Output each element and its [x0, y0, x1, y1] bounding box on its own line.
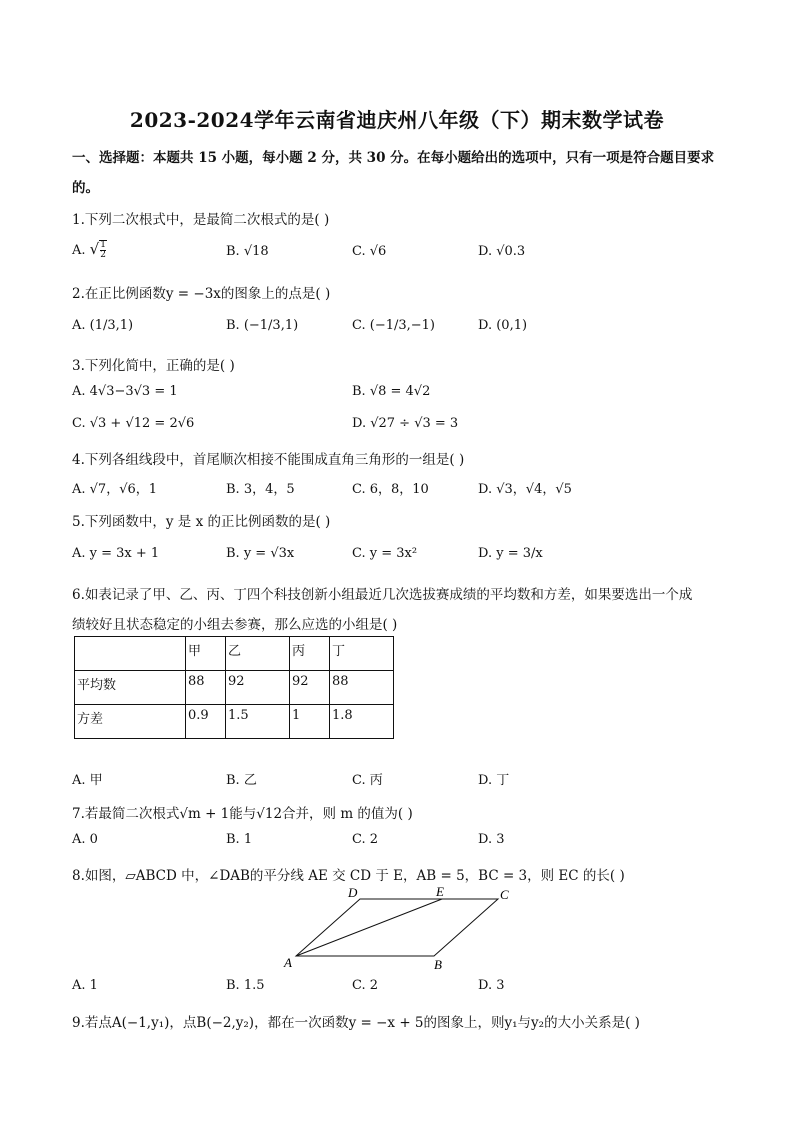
q8-stem: 8.如图，▱ABCD 中，∠DAB的平分线 AE 交 CD 于 E，AB = 5，BC = 3，则 EC 的长( )	[72, 868, 625, 884]
q7-option-d[interactable]: D. 3	[478, 832, 505, 847]
q1-option-a[interactable]: A. √ $\frac{1}{2}$	[72, 240, 106, 260]
table-header-cell: 丙	[290, 637, 330, 671]
q1-option-a-label: A.	[72, 243, 86, 258]
q2-option-b[interactable]: B. (−1/3,1)	[226, 318, 299, 333]
q7-option-a[interactable]: A. 0	[72, 832, 98, 847]
table-header-cell: 乙	[226, 637, 290, 671]
q1-option-d[interactable]: D. √0.3	[478, 244, 526, 259]
q8-option-d[interactable]: D. 3	[478, 978, 505, 993]
label-b: B	[434, 957, 442, 972]
table-row	[75, 671, 394, 705]
table-cell: 1.5	[226, 705, 290, 739]
bisector-ae	[296, 899, 442, 956]
q3-stem: 3.下列化简中，正确的是( )	[72, 358, 235, 374]
q8-option-a[interactable]: A. 1	[72, 978, 98, 993]
q4-option-c[interactable]: C. 6，8，10	[352, 482, 429, 497]
table-header-cell: 丁	[330, 637, 394, 671]
section-heading-cont: 的。	[72, 180, 99, 196]
q4-option-d[interactable]: D. √3，√4，√5	[478, 482, 572, 497]
table-cell: 88	[330, 671, 394, 705]
label-c: C	[500, 887, 509, 902]
q2-option-a[interactable]: A. (1/3,1)	[72, 318, 134, 333]
q1-option-a-fraction: $\frac{1}{2}$	[100, 240, 106, 260]
parallelogram-figure	[280, 885, 520, 975]
q1-stem: 1.下列二次根式中，是最简二次根式的是( )	[72, 212, 330, 228]
q8-option-c[interactable]: C. 2	[352, 978, 379, 993]
q7-stem: 7.若最简二次根式√m + 1能与√12合并，则 m 的值为( )	[72, 806, 413, 822]
q5-option-a[interactable]: A. y = 3x + 1	[72, 546, 160, 561]
q5-stem: 5.下列函数中，y 是 x 的正比例函数的是( )	[72, 514, 331, 530]
table-header-cell: 甲	[186, 637, 226, 671]
q3-option-b[interactable]: B. √8 = 4√2	[352, 384, 431, 399]
q6-option-c[interactable]: C. 丙	[352, 773, 383, 788]
q7-option-b[interactable]: B. 1	[226, 832, 253, 847]
q6-stem-line1: 6.如表记录了甲、乙、丙、丁四个科技创新小组最近几次选拔赛成绩的平均数和方差，如果要选出一个成	[72, 587, 693, 603]
q3-option-c[interactable]: C. √3 + √12 = 2√6	[72, 416, 195, 431]
table-header-cell	[75, 637, 186, 671]
table-cell: 92	[290, 671, 330, 705]
q6-option-d[interactable]: D. 丁	[478, 773, 510, 788]
q4-option-b[interactable]: B. 3，4，5	[226, 482, 295, 497]
q2-option-c[interactable]: C. (−1/3,−1)	[352, 318, 436, 333]
section-heading: 一、选择题：本题共 15 小题，每小题 2 分，共 30 分。在每小题给出的选项中，只有一项是符合题目要求	[72, 150, 715, 166]
label-d: D	[348, 885, 358, 900]
q4-stem: 4.下列各组线段中，首尾顺次相接不能围成直角三角形的一组是( )	[72, 452, 465, 468]
label-e: E	[436, 885, 444, 899]
q6-option-a[interactable]: A. 甲	[72, 773, 103, 788]
q7-option-c[interactable]: C. 2	[352, 832, 379, 847]
q3-option-a[interactable]: A. 4√3−3√3 = 1	[72, 384, 178, 399]
table-cell: 平均数	[75, 671, 186, 705]
q2-option-d[interactable]: D. (0,1)	[478, 318, 528, 333]
page-title: 2023-2024学年云南省迪庆州八年级（下）期末数学试卷	[129, 108, 665, 132]
q8-option-b[interactable]: B. 1.5	[226, 978, 265, 993]
q6-stem-line2: 绩较好且状态稳定的小组去参赛，那么应选的小组是( )	[72, 617, 398, 633]
table-cell: 0.9	[186, 705, 226, 739]
label-a: A	[284, 955, 292, 970]
table-cell: 92	[226, 671, 290, 705]
q3-option-d[interactable]: D. √27 ÷ √3 = 3	[352, 416, 459, 431]
q4-option-a[interactable]: A. √7，√6，1	[72, 482, 158, 497]
q2-stem: 2.在正比例函数y = −3x的图象上的点是( )	[72, 286, 331, 302]
q6-option-b[interactable]: B. 乙	[226, 773, 257, 788]
scores-table	[74, 636, 394, 739]
q5-option-b[interactable]: B. y = √3x	[226, 546, 295, 561]
table-header-row	[75, 637, 394, 671]
parallelogram-abcd	[296, 899, 498, 956]
table-cell: 方差	[75, 705, 186, 739]
q1-option-c[interactable]: C. √6	[352, 244, 387, 259]
q1-option-b[interactable]: B. √18	[226, 244, 269, 259]
table-row	[75, 705, 394, 739]
q5-option-d[interactable]: D. y = 3/x	[478, 546, 543, 561]
q5-option-c[interactable]: C. y = 3x²	[352, 546, 418, 561]
q9-stem: 9.若点A(−1,y₁)，点B(−2,y₂)，都在一次函数y = −x + 5的图象上，则y₁与y₂的大小关系是( )	[72, 1015, 640, 1031]
table-cell: 1.8	[330, 705, 394, 739]
table-cell: 1	[290, 705, 330, 739]
table-cell: 88	[186, 671, 226, 705]
